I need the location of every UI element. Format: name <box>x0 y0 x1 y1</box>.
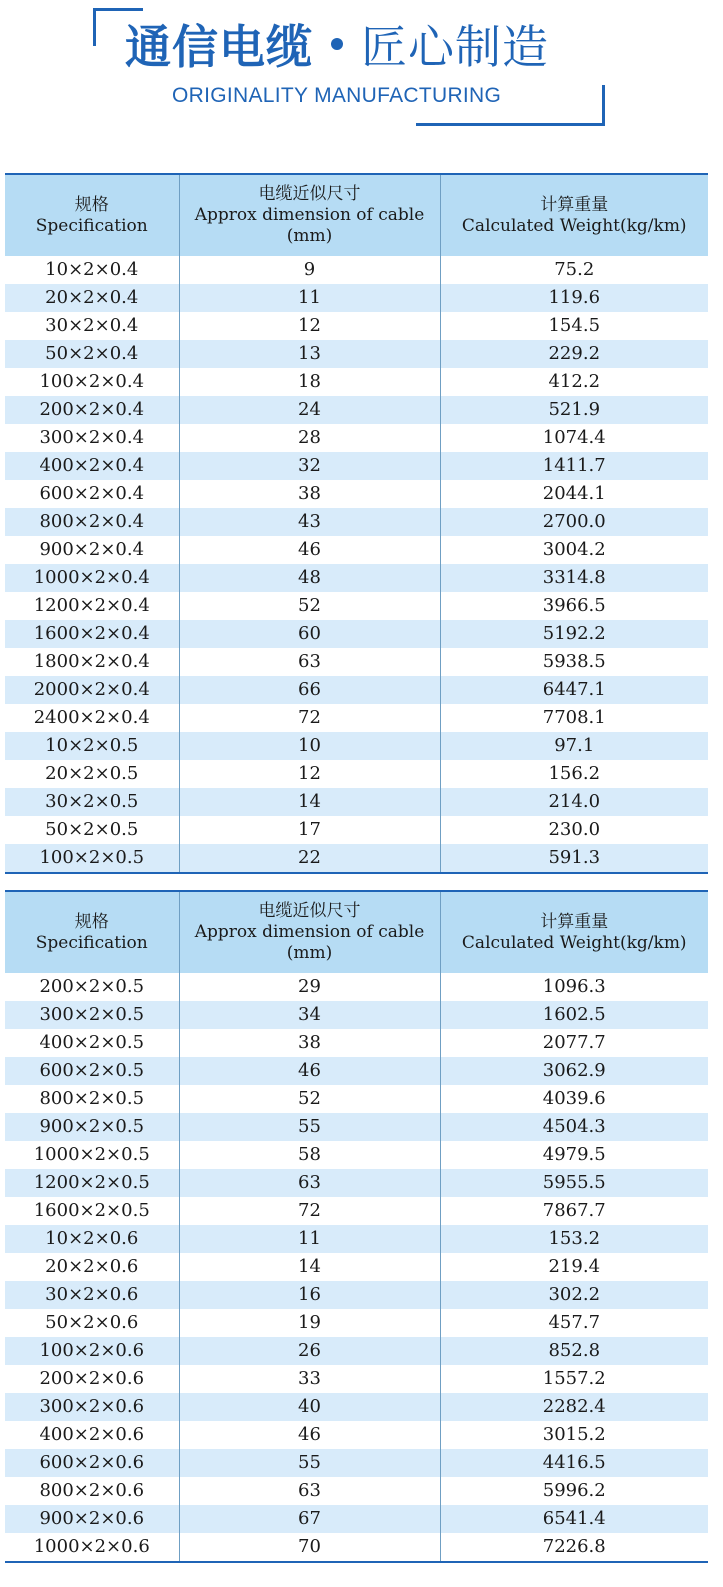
table-row <box>5 732 708 760</box>
header-dim-en: Approx dimension of cable <box>194 922 425 942</box>
cell-specification: 400×2×0.5 <box>5 1029 179 1057</box>
cell-weight: 457.7 <box>440 1309 708 1337</box>
header-weight-en: Calculated Weight(kg/km) <box>461 215 687 236</box>
table-row <box>5 844 708 873</box>
table-row <box>5 480 708 508</box>
cell-dimension: 63 <box>179 648 440 676</box>
table-row <box>5 1365 708 1393</box>
cell-weight: 229.2 <box>440 340 708 368</box>
table-row <box>5 368 708 396</box>
cell-dimension: 72 <box>179 704 440 732</box>
table-row <box>5 1393 708 1421</box>
cell-specification: 30×2×0.6 <box>5 1281 179 1309</box>
cell-specification: 10×2×0.4 <box>5 256 179 284</box>
cell-specification: 300×2×0.6 <box>5 1393 179 1421</box>
cell-dimension: 32 <box>179 452 440 480</box>
cell-specification: 600×2×0.4 <box>5 480 179 508</box>
cell-specification: 400×2×0.6 <box>5 1421 179 1449</box>
cell-dimension: 46 <box>179 1057 440 1085</box>
header-weight <box>440 891 708 973</box>
table-row <box>5 1253 708 1281</box>
cell-specification: 30×2×0.5 <box>5 788 179 816</box>
cell-weight: 97.1 <box>440 732 708 760</box>
cell-weight: 2044.1 <box>440 480 708 508</box>
cell-weight: 1411.7 <box>440 452 708 480</box>
spec-table-2 <box>5 890 708 1563</box>
table-row <box>5 1225 708 1253</box>
cell-specification: 1600×2×0.5 <box>5 1197 179 1225</box>
cell-weight: 214.0 <box>440 788 708 816</box>
table-row <box>5 648 708 676</box>
cell-weight: 6541.4 <box>440 1505 708 1533</box>
cell-weight: 5955.5 <box>440 1169 708 1197</box>
cell-dimension: 55 <box>179 1449 440 1477</box>
cell-specification: 20×2×0.6 <box>5 1253 179 1281</box>
table-row <box>5 508 708 536</box>
table-row <box>5 620 708 648</box>
cell-specification: 800×2×0.6 <box>5 1477 179 1505</box>
cell-specification: 2000×2×0.4 <box>5 676 179 704</box>
cell-specification: 1600×2×0.4 <box>5 620 179 648</box>
cell-weight: 153.2 <box>440 1225 708 1253</box>
cell-specification: 200×2×0.5 <box>5 973 179 1001</box>
cell-weight: 3966.5 <box>440 592 708 620</box>
table-row <box>5 816 708 844</box>
cell-weight: 4039.6 <box>440 1085 708 1113</box>
table-row <box>5 1337 708 1365</box>
table-row <box>5 1421 708 1449</box>
table-row <box>5 1505 708 1533</box>
cell-specification: 100×2×0.4 <box>5 368 179 396</box>
cell-dimension: 28 <box>179 424 440 452</box>
cell-dimension: 34 <box>179 1001 440 1029</box>
cell-dimension: 40 <box>179 1393 440 1421</box>
table-row <box>5 973 708 1001</box>
cell-dimension: 14 <box>179 788 440 816</box>
cell-specification: 50×2×0.5 <box>5 816 179 844</box>
cell-dimension: 11 <box>179 284 440 312</box>
cell-dimension: 66 <box>179 676 440 704</box>
cell-specification: 1000×2×0.6 <box>5 1533 179 1562</box>
cell-dimension: 46 <box>179 536 440 564</box>
cell-specification: 600×2×0.6 <box>5 1449 179 1477</box>
cell-dimension: 52 <box>179 1085 440 1113</box>
cell-dimension: 72 <box>179 1197 440 1225</box>
header-dim-en: Approx dimension of cable <box>194 205 425 225</box>
title-separator-dot <box>331 38 343 50</box>
cell-weight: 302.2 <box>440 1281 708 1309</box>
cell-specification: 1000×2×0.5 <box>5 1141 179 1169</box>
cell-dimension: 19 <box>179 1309 440 1337</box>
table-row <box>5 340 708 368</box>
header-spec-en: Specification <box>35 215 148 236</box>
table-row <box>5 1085 708 1113</box>
cell-specification: 900×2×0.4 <box>5 536 179 564</box>
table-row <box>5 256 708 284</box>
cell-weight: 1557.2 <box>440 1365 708 1393</box>
page-subtitle: ORIGINALITY MANUFACTURING <box>172 84 502 107</box>
table-row <box>5 396 708 424</box>
cell-dimension: 12 <box>179 312 440 340</box>
cell-dimension: 43 <box>179 508 440 536</box>
table-row <box>5 1029 708 1057</box>
cell-weight: 2282.4 <box>440 1393 708 1421</box>
cell-specification: 20×2×0.5 <box>5 760 179 788</box>
cell-specification: 20×2×0.4 <box>5 284 179 312</box>
cell-dimension: 12 <box>179 760 440 788</box>
cell-dimension: 24 <box>179 396 440 424</box>
cell-specification: 100×2×0.5 <box>5 844 179 873</box>
cell-weight: 7867.7 <box>440 1197 708 1225</box>
table-row <box>5 1281 708 1309</box>
header-dimension <box>179 174 440 256</box>
cell-dimension: 16 <box>179 1281 440 1309</box>
header-dim-zh: 电缆近似尺寸 <box>258 901 361 921</box>
cell-dimension: 48 <box>179 564 440 592</box>
cell-dimension: 18 <box>179 368 440 396</box>
table-row <box>5 704 708 732</box>
table-row <box>5 1057 708 1085</box>
cell-dimension: 58 <box>179 1141 440 1169</box>
header-spec-en: Specification <box>35 932 148 953</box>
cell-weight: 75.2 <box>440 256 708 284</box>
table-row <box>5 284 708 312</box>
cell-specification: 1800×2×0.4 <box>5 648 179 676</box>
cell-weight: 7708.1 <box>440 704 708 732</box>
cell-dimension: 38 <box>179 1029 440 1057</box>
cell-specification: 200×2×0.6 <box>5 1365 179 1393</box>
cell-weight: 521.9 <box>440 396 708 424</box>
header-specification <box>5 891 179 973</box>
table-row <box>5 312 708 340</box>
cell-specification: 1200×2×0.5 <box>5 1169 179 1197</box>
header-specification <box>5 174 179 256</box>
cell-weight: 412.2 <box>440 368 708 396</box>
cell-dimension: 22 <box>179 844 440 873</box>
table-body <box>5 256 708 873</box>
header-dimension <box>179 891 440 973</box>
cell-dimension: 46 <box>179 1421 440 1449</box>
cell-weight: 3015.2 <box>440 1421 708 1449</box>
table-row <box>5 1309 708 1337</box>
cell-specification: 10×2×0.5 <box>5 732 179 760</box>
cell-specification: 100×2×0.6 <box>5 1337 179 1365</box>
cell-specification: 800×2×0.5 <box>5 1085 179 1113</box>
cell-specification: 50×2×0.6 <box>5 1309 179 1337</box>
cell-dimension: 60 <box>179 620 440 648</box>
table-row <box>5 564 708 592</box>
table-row <box>5 1001 708 1029</box>
table-row <box>5 424 708 452</box>
cell-weight: 591.3 <box>440 844 708 873</box>
cell-specification: 600×2×0.5 <box>5 1057 179 1085</box>
cell-specification: 400×2×0.4 <box>5 452 179 480</box>
table-row <box>5 1197 708 1225</box>
table-row <box>5 760 708 788</box>
cell-dimension: 52 <box>179 592 440 620</box>
table-row <box>5 1141 708 1169</box>
cell-weight: 2700.0 <box>440 508 708 536</box>
cell-dimension: 17 <box>179 816 440 844</box>
cell-weight: 119.6 <box>440 284 708 312</box>
header-dim-zh: 电缆近似尺寸 <box>258 184 361 204</box>
cell-specification: 300×2×0.5 <box>5 1001 179 1029</box>
cell-weight: 5192.2 <box>440 620 708 648</box>
cell-weight: 7226.8 <box>440 1533 708 1562</box>
cell-weight: 852.8 <box>440 1337 708 1365</box>
cell-dimension: 9 <box>179 256 440 284</box>
cell-dimension: 38 <box>179 480 440 508</box>
cell-specification: 900×2×0.6 <box>5 1505 179 1533</box>
header-dim-unit: (mm) <box>286 226 333 246</box>
header-spec-zh: 规格 <box>74 911 109 932</box>
cell-weight: 219.4 <box>440 1253 708 1281</box>
spec-table-1 <box>5 173 708 874</box>
cell-dimension: 70 <box>179 1533 440 1562</box>
header-weight-zh: 计算重量 <box>540 194 609 215</box>
table-row <box>5 1169 708 1197</box>
cell-specification: 300×2×0.4 <box>5 424 179 452</box>
table-row <box>5 1113 708 1141</box>
table-row <box>5 536 708 564</box>
table-header-row <box>5 174 708 256</box>
table-body <box>5 973 708 1562</box>
cell-specification: 2400×2×0.4 <box>5 704 179 732</box>
table-row <box>5 452 708 480</box>
cell-weight: 3314.8 <box>440 564 708 592</box>
cell-dimension: 63 <box>179 1477 440 1505</box>
cell-specification: 50×2×0.4 <box>5 340 179 368</box>
title-right: 匠心制造 <box>361 20 549 74</box>
cell-specification: 900×2×0.5 <box>5 1113 179 1141</box>
cell-dimension: 29 <box>179 973 440 1001</box>
cell-dimension: 10 <box>179 732 440 760</box>
page-title <box>125 14 549 74</box>
cell-dimension: 55 <box>179 1113 440 1141</box>
title-left: 通信电缆 <box>125 20 313 74</box>
cell-specification: 10×2×0.6 <box>5 1225 179 1253</box>
cell-weight: 4979.5 <box>440 1141 708 1169</box>
cell-dimension: 67 <box>179 1505 440 1533</box>
cell-dimension: 26 <box>179 1337 440 1365</box>
header-spec-zh: 规格 <box>74 194 109 215</box>
cell-dimension: 13 <box>179 340 440 368</box>
cell-dimension: 33 <box>179 1365 440 1393</box>
header-weight-zh: 计算重量 <box>540 911 609 932</box>
table-row <box>5 788 708 816</box>
cell-weight: 1074.4 <box>440 424 708 452</box>
cell-weight: 2077.7 <box>440 1029 708 1057</box>
cell-weight: 1096.3 <box>440 973 708 1001</box>
bracket-decoration-left <box>93 8 96 46</box>
cell-weight: 5996.2 <box>440 1477 708 1505</box>
cell-weight: 6447.1 <box>440 676 708 704</box>
header-dim-unit: (mm) <box>286 943 333 963</box>
cell-weight: 5938.5 <box>440 648 708 676</box>
table-row <box>5 1533 708 1562</box>
header-weight <box>440 174 708 256</box>
cell-specification: 800×2×0.4 <box>5 508 179 536</box>
cell-specification: 1200×2×0.4 <box>5 592 179 620</box>
cell-weight: 156.2 <box>440 760 708 788</box>
header-weight-en: Calculated Weight(kg/km) <box>461 932 687 953</box>
table-header-row <box>5 891 708 973</box>
cell-weight: 230.0 <box>440 816 708 844</box>
cell-dimension: 63 <box>179 1169 440 1197</box>
cell-dimension: 11 <box>179 1225 440 1253</box>
table-row <box>5 592 708 620</box>
table-row <box>5 676 708 704</box>
table-row <box>5 1477 708 1505</box>
cell-specification: 1000×2×0.4 <box>5 564 179 592</box>
cell-dimension: 14 <box>179 1253 440 1281</box>
cell-weight: 3062.9 <box>440 1057 708 1085</box>
cell-weight: 154.5 <box>440 312 708 340</box>
cell-weight: 1602.5 <box>440 1001 708 1029</box>
cell-weight: 4416.5 <box>440 1449 708 1477</box>
cell-weight: 3004.2 <box>440 536 708 564</box>
cell-weight: 4504.3 <box>440 1113 708 1141</box>
cell-specification: 30×2×0.4 <box>5 312 179 340</box>
banner <box>0 0 723 135</box>
table-row <box>5 1449 708 1477</box>
cell-specification: 200×2×0.4 <box>5 396 179 424</box>
